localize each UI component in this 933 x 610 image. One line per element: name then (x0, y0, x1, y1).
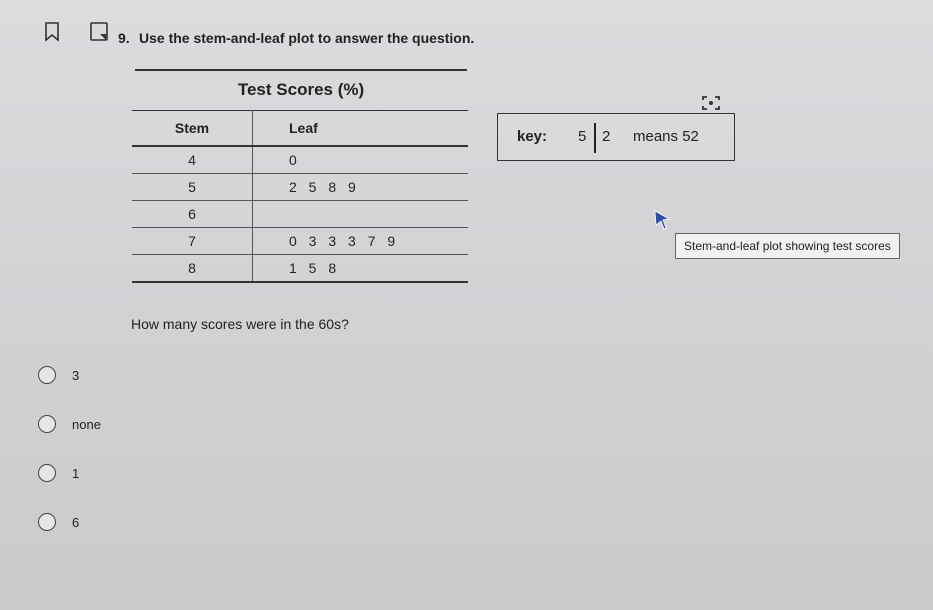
choice-label: 1 (72, 465, 80, 481)
key-meaning: means 52 (633, 128, 699, 145)
table-row (132, 255, 468, 283)
leaf-cell: 2 5 8 9 (253, 174, 469, 201)
key-divider (594, 123, 596, 153)
radio-button[interactable] (38, 513, 56, 531)
table-row (132, 174, 468, 201)
table-row (132, 146, 468, 174)
table-row (132, 201, 468, 228)
leaf-cell: 0 3 3 3 7 9 (253, 228, 469, 255)
leaf-cell: 0 (253, 146, 469, 174)
move-icon[interactable] (700, 95, 722, 111)
choice-label: 3 (72, 367, 80, 383)
choice-label: 6 (72, 514, 80, 530)
key-leaf: 2 (602, 128, 611, 145)
stem-cell: 6 (132, 201, 253, 228)
table-top-rule (135, 69, 467, 71)
choice-option[interactable] (38, 510, 79, 534)
cursor-icon (654, 210, 672, 232)
table-header-row (132, 111, 468, 147)
key-stem: 5 (578, 128, 587, 145)
stem-cell: 5 (132, 174, 253, 201)
radio-button[interactable] (38, 464, 56, 482)
question-instruction: Use the stem-and-leaf plot to answer the question. (139, 30, 475, 46)
bookmark-icon[interactable] (44, 22, 60, 42)
leaf-header: Leaf (253, 111, 469, 147)
table-title: Test Scores (%) (237, 80, 365, 99)
stem-cell: 4 (132, 146, 253, 174)
choice-option[interactable] (38, 363, 79, 387)
stem-cell: 7 (132, 228, 253, 255)
question-prompt: How many scores were in the 60s? (131, 316, 349, 332)
stem-cell: 8 (132, 255, 253, 283)
leaf-cell: 1 5 8 (253, 255, 469, 283)
key-label: key: (517, 128, 548, 145)
radio-button[interactable] (38, 415, 56, 433)
flag-icon[interactable] (90, 22, 110, 42)
question-number: 9. (118, 30, 130, 46)
stem-header: Stem (132, 111, 253, 147)
radio-button[interactable] (38, 366, 56, 384)
table-row (132, 228, 468, 255)
leaf-cell (253, 201, 469, 228)
choice-option[interactable] (38, 412, 101, 436)
choice-option[interactable] (38, 461, 79, 485)
choice-label: none (72, 416, 101, 432)
image-tooltip: Stem-and-leaf plot showing test scores (675, 233, 900, 259)
stem-leaf-table (132, 110, 468, 283)
